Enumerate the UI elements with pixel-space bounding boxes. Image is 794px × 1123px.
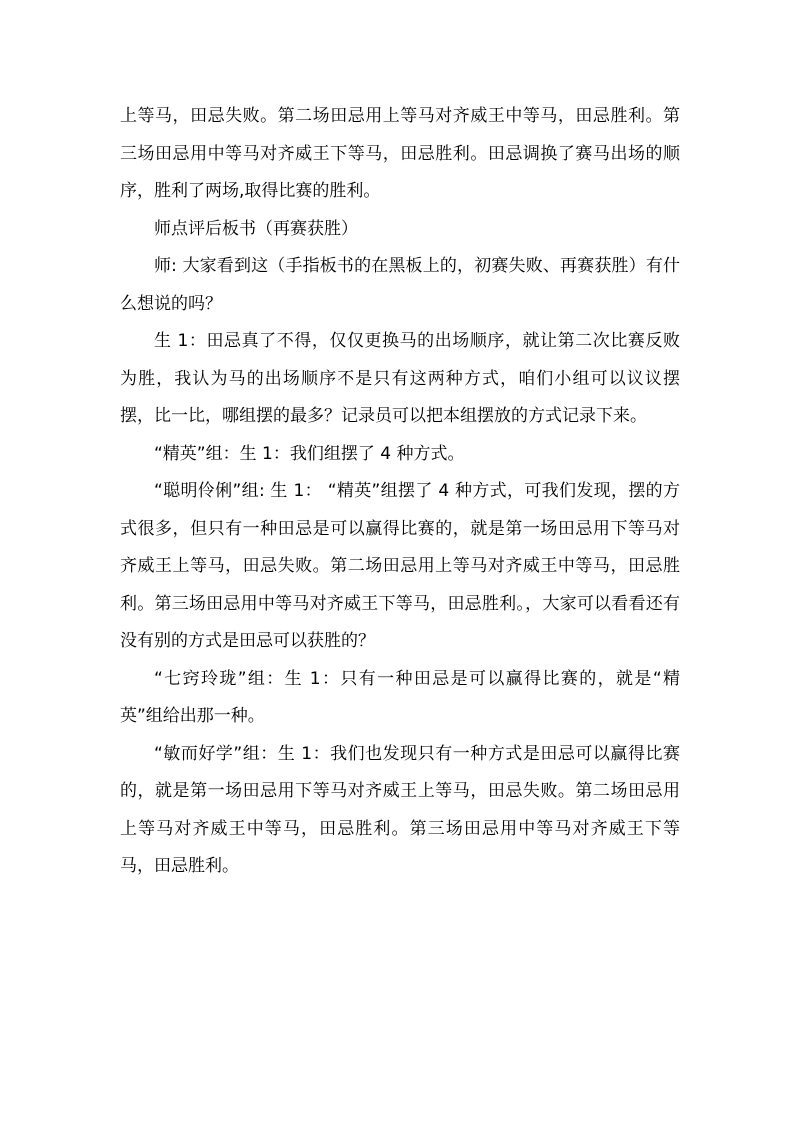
- paragraph-teacher-question: 师: 大家看到这（手指板书的在黑板上的，初赛失败、再赛获胜）有什么想说的吗？: [120, 256, 680, 314]
- paragraph-group-minerhaoxue: “敏而好学”组：生 1：我们也发现只有一种方式是田忌可以赢得比赛的，就是第一场田忌用下等马对齐威王上等马，田忌失败。第二场田忌用上等马对齐威王中等马，田忌胜利。第三场田忌用中等马对齐威王下等马，田忌胜利。: [120, 743, 680, 876]
- paragraph-group-jingying: “精英”组：生 1：我们组摆了 4 种方式。: [154, 443, 465, 464]
- paragraph-continuation: 上等马，田忌失败。第二场田忌用上等马对齐威王中等马，田忌胜利。第三场田忌用中等马对齐威王下等马，田忌胜利。田忌调换了赛马出场的顺序，胜利了两场,取得比赛的胜利。: [120, 106, 680, 201]
- paragraph-teacher-comment: 师点评后板书（再赛获胜）: [154, 218, 358, 239]
- paragraph-student-1: 生 1：田忌真了不得，仅仅更换马的出场顺序，就让第二次比赛反败为胜，我认为马的出场顺序不是只有这两种方式，咱们小组可以议议摆摆，比一比，哪组摆的最多？记录员可以把本组摆放的方式记录下来。: [120, 331, 680, 426]
- paragraph-group-congming: “聪明伶俐”组: 生 1： “精英”组摆了 4 种方式，可我们发现，摆的方式很多，但只有一种田忌是可以赢得比赛的，就是第一场田忌用下等马对齐威王上等马，田忌失败。第二场田忌用上等马对齐威王中等马，田忌胜利。第三场田忌用中等马对齐威王下等马，田忌胜利。，大家可以看看还有没有别的方式是田忌可以获胜的？: [120, 481, 680, 651]
- paragraph-group-qiqiao: “七窍玲珑”组：生 1：只有一种田忌是可以赢得比赛的，就是“精英”组给出那一种。: [120, 668, 680, 726]
- document-body: [120, 98, 680, 886]
